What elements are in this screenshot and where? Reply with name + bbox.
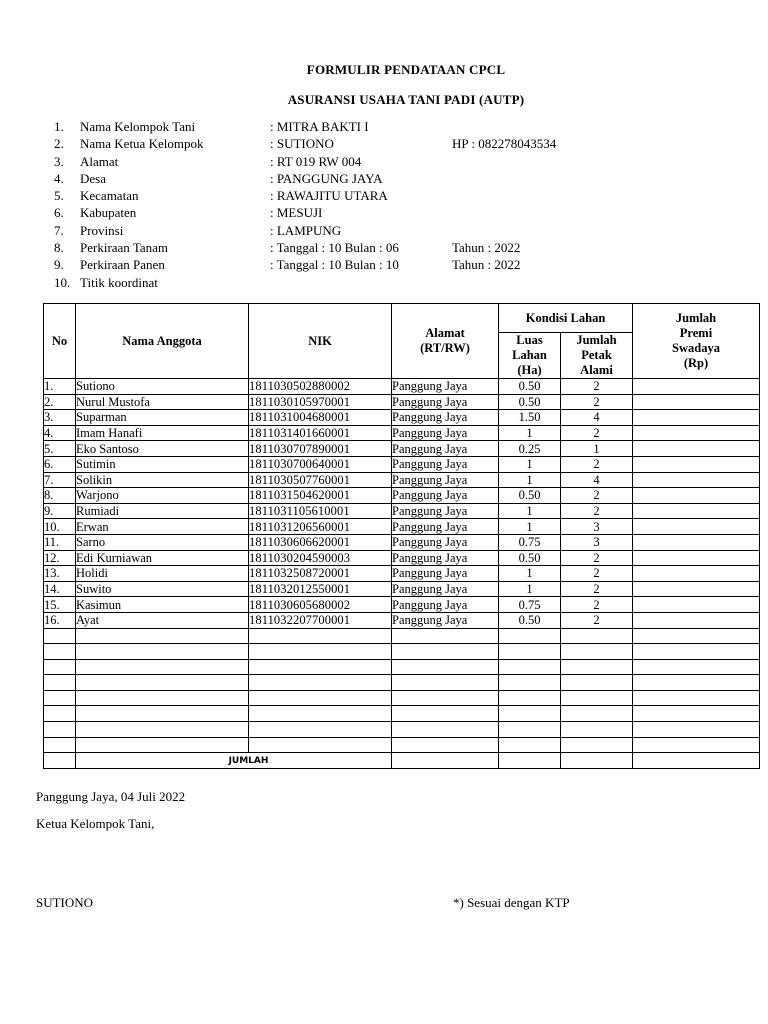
cell-nik: 1811030605680002: [249, 597, 392, 613]
cell-luas: 1: [499, 425, 561, 441]
cell-no: 9.: [44, 503, 76, 519]
info-extra: Tahun : 2022: [452, 240, 521, 256]
cell-petak: 2: [561, 550, 633, 566]
info-label: Kabupaten: [80, 205, 137, 221]
header-alamat-line1: Alamat: [425, 326, 465, 340]
total-petak-cell: [561, 753, 633, 769]
cell-petak: [561, 722, 633, 738]
table-row: [44, 659, 760, 675]
cell-no: 15.: [44, 597, 76, 613]
header-petak-line3: Alami: [580, 363, 613, 377]
form-title: FORMULIR PENDATAAN CPCL: [306, 62, 506, 77]
header-premi-line3: Swadaya: [672, 341, 720, 355]
table-row: [44, 628, 760, 644]
cell-nik: [249, 644, 392, 660]
cell-no: 2.: [44, 394, 76, 410]
cell-petak: [561, 706, 633, 722]
cell-petak: [561, 659, 633, 675]
cell-premi: [633, 472, 760, 488]
ktp-note: *) Sesuai dengan KTP: [453, 895, 570, 910]
cell-premi: [633, 410, 760, 426]
cell-nik: 1811030606620001: [249, 534, 392, 550]
table-total-row: [44, 753, 760, 769]
total-label: JUMLAH: [76, 753, 392, 769]
total-alamat-cell: [392, 753, 499, 769]
table-row: [44, 410, 760, 426]
info-number: 8.: [54, 240, 64, 256]
cell-nik: [249, 675, 392, 691]
cell-alamat: Panggung Jaya: [392, 612, 499, 628]
cell-luas: 1: [499, 566, 561, 582]
cell-nama: Suwito: [76, 581, 249, 597]
info-number: 4.: [54, 170, 64, 186]
table-row: [44, 425, 760, 441]
cell-nama: [76, 690, 249, 706]
cell-petak: 2: [561, 394, 633, 410]
cell-alamat: [392, 628, 499, 644]
cell-no: 13.: [44, 566, 76, 582]
header-alamat-line2: (RT/RW): [420, 341, 470, 355]
cell-nik: 1811031206560001: [249, 519, 392, 535]
cell-luas: [499, 690, 561, 706]
cell-nik: 1811030707890001: [249, 441, 392, 457]
cell-premi: [633, 456, 760, 472]
cell-alamat: Panggung Jaya: [392, 379, 499, 395]
cell-no: 16.: [44, 612, 76, 628]
signatory-role: Ketua Kelompok Tani,: [36, 816, 155, 831]
cell-luas: [499, 706, 561, 722]
header-petak-line1: Jumlah: [576, 333, 617, 347]
table-row: [44, 597, 760, 613]
cell-premi: [633, 550, 760, 566]
cell-premi: [633, 441, 760, 457]
cell-nama: [76, 628, 249, 644]
table-row: [44, 456, 760, 472]
cell-no: [44, 722, 76, 738]
table-row: [44, 379, 760, 395]
cell-nama: Solikin: [76, 472, 249, 488]
cell-alamat: [392, 675, 499, 691]
table-row: [44, 550, 760, 566]
cell-alamat: Panggung Jaya: [392, 425, 499, 441]
cell-nama: Sarno: [76, 534, 249, 550]
cell-alamat: Panggung Jaya: [392, 441, 499, 457]
cell-luas: 0.25: [499, 441, 561, 457]
cell-nama: Suparman: [76, 410, 249, 426]
cell-nik: 1811030502880002: [249, 379, 392, 395]
header-nik: NIK: [249, 304, 392, 379]
cell-nama: Imam Hanafi: [76, 425, 249, 441]
cell-premi: [633, 722, 760, 738]
cell-luas: 0.50: [499, 394, 561, 410]
cell-luas: [499, 644, 561, 660]
cell-petak: 2: [561, 379, 633, 395]
info-number: 9.: [54, 257, 64, 273]
cell-no: [44, 706, 76, 722]
cell-luas: 0.50: [499, 379, 561, 395]
total-premi-cell: [633, 753, 760, 769]
cell-luas: 0.75: [499, 597, 561, 613]
cell-premi: [633, 534, 760, 550]
cell-alamat: Panggung Jaya: [392, 472, 499, 488]
cell-petak: [561, 737, 633, 753]
cell-premi: [633, 379, 760, 395]
cell-luas: 1: [499, 581, 561, 597]
cell-luas: [499, 659, 561, 675]
cell-alamat: [392, 659, 499, 675]
header-premi: [633, 304, 760, 379]
cell-luas: 1.50: [499, 410, 561, 426]
cell-alamat: Panggung Jaya: [392, 519, 499, 535]
cell-nik: 1811032508720001: [249, 566, 392, 582]
cell-nik: [249, 659, 392, 675]
cell-luas: 1: [499, 519, 561, 535]
table-row: [44, 612, 760, 628]
info-number: 10.: [54, 274, 71, 290]
info-number: 7.: [54, 222, 64, 238]
header-petak-line2: Petak: [581, 348, 612, 362]
header-luas-line2: Lahan: [512, 348, 547, 362]
cell-alamat: Panggung Jaya: [392, 488, 499, 504]
info-value: : RT 019 RW 004: [270, 153, 362, 169]
cell-luas: 1: [499, 472, 561, 488]
cell-petak: 2: [561, 612, 633, 628]
info-extra: HP : 082278043534: [452, 136, 557, 152]
cell-luas: 0.50: [499, 612, 561, 628]
info-label: Kecamatan: [80, 188, 139, 204]
cell-premi: [633, 597, 760, 613]
cell-premi: [633, 566, 760, 582]
cell-premi: [633, 519, 760, 535]
header-luas-line1: Luas: [516, 333, 543, 347]
table-row: [44, 519, 760, 535]
cell-no: 11.: [44, 534, 76, 550]
cell-nama: [76, 706, 249, 722]
table-row: [44, 488, 760, 504]
cell-no: 6.: [44, 456, 76, 472]
info-value: : PANGGUNG JAYA: [270, 170, 383, 186]
cell-premi: [633, 488, 760, 504]
cell-petak: 1: [561, 441, 633, 457]
cell-no: 4.: [44, 425, 76, 441]
cell-alamat: Panggung Jaya: [392, 597, 499, 613]
info-value: : Tanggal : 10 Bulan : 06: [270, 240, 399, 256]
cell-premi: [633, 425, 760, 441]
cell-nik: 1811032012550001: [249, 581, 392, 597]
cell-premi: [633, 690, 760, 706]
cell-premi: [633, 628, 760, 644]
info-label: Perkiraan Tanam: [80, 240, 169, 256]
place-date: Panggung Jaya, 04 Juli 2022: [36, 789, 186, 804]
cell-nama: [76, 659, 249, 675]
cell-nik: 1811032207700001: [249, 612, 392, 628]
cell-petak: [561, 644, 633, 660]
cell-petak: 2: [561, 581, 633, 597]
cell-alamat: Panggung Jaya: [392, 503, 499, 519]
info-label: Perkiraan Panen: [80, 257, 165, 273]
table-body: [44, 379, 760, 769]
cell-petak: 3: [561, 534, 633, 550]
header-premi-line4: (Rp): [683, 356, 709, 370]
cell-nik: 1811031504620001: [249, 488, 392, 504]
cell-nik: [249, 706, 392, 722]
cell-no: 12.: [44, 550, 76, 566]
cell-no: [44, 659, 76, 675]
table-row: [44, 722, 760, 738]
cell-luas: 1: [499, 456, 561, 472]
info-label: Provinsi: [80, 222, 124, 238]
header-luas: [499, 333, 561, 379]
cell-nik: [249, 690, 392, 706]
cell-alamat: [392, 706, 499, 722]
cell-premi: [633, 581, 760, 597]
cell-luas: [499, 628, 561, 644]
cell-petak: 4: [561, 472, 633, 488]
cell-petak: [561, 690, 633, 706]
total-luas-cell: [499, 753, 561, 769]
info-value: : MESUJI: [270, 205, 323, 221]
info-label: Nama Ketua Kelompok: [80, 136, 204, 152]
table-row: [44, 441, 760, 457]
cell-petak: 2: [561, 597, 633, 613]
info-value: : SUTIONO: [270, 136, 334, 152]
cell-no: [44, 644, 76, 660]
info-label: Alamat: [80, 153, 119, 169]
cell-petak: 2: [561, 503, 633, 519]
cell-premi: [633, 394, 760, 410]
cell-alamat: Panggung Jaya: [392, 394, 499, 410]
cell-premi: [633, 612, 760, 628]
table-row: [44, 675, 760, 691]
cell-luas: 0.75: [499, 534, 561, 550]
cell-nik: 1811031105610001: [249, 503, 392, 519]
header-petak: [561, 333, 633, 379]
member-table: [43, 303, 760, 769]
cell-petak: 2: [561, 488, 633, 504]
cell-nama: [76, 737, 249, 753]
cell-premi: [633, 503, 760, 519]
table-header-row: [44, 304, 760, 333]
cell-alamat: Panggung Jaya: [392, 410, 499, 426]
cell-nama: Erwan: [76, 519, 249, 535]
cell-petak: 4: [561, 410, 633, 426]
cell-luas: 0.50: [499, 488, 561, 504]
table-row: [44, 737, 760, 753]
cell-no: 10.: [44, 519, 76, 535]
cell-alamat: [392, 644, 499, 660]
cell-no: 1.: [44, 379, 76, 395]
header-luas-line3: (Ha): [517, 363, 542, 377]
cell-no: 5.: [44, 441, 76, 457]
cell-nama: Nurul Mustofa: [76, 394, 249, 410]
info-number: 3.: [54, 153, 64, 169]
info-number: 5.: [54, 188, 64, 204]
cell-nik: 1811030700640001: [249, 456, 392, 472]
cell-nama: Edi Kurniawan: [76, 550, 249, 566]
cell-alamat: [392, 690, 499, 706]
cell-nik: 1811031401660001: [249, 425, 392, 441]
info-number: 6.: [54, 205, 64, 221]
cell-nama: Kasimun: [76, 597, 249, 613]
table-row: [44, 472, 760, 488]
cell-alamat: Panggung Jaya: [392, 550, 499, 566]
cell-alamat: Panggung Jaya: [392, 566, 499, 582]
cell-petak: [561, 675, 633, 691]
cell-no: [44, 690, 76, 706]
table-row: [44, 644, 760, 660]
cell-nama: Holidi: [76, 566, 249, 582]
cell-alamat: [392, 737, 499, 753]
header-premi-line2: Premi: [679, 326, 713, 340]
cell-luas: [499, 675, 561, 691]
cell-petak: 3: [561, 519, 633, 535]
cell-luas: 0.50: [499, 550, 561, 566]
cell-luas: [499, 737, 561, 753]
cell-nik: [249, 722, 392, 738]
cell-premi: [633, 644, 760, 660]
cell-no: 3.: [44, 410, 76, 426]
cell-no: 8.: [44, 488, 76, 504]
cell-petak: 2: [561, 566, 633, 582]
signatory-name: SUTIONO: [36, 895, 94, 910]
cell-no: 14.: [44, 581, 76, 597]
info-number: 2.: [54, 136, 64, 152]
total-no-cell: [44, 753, 76, 769]
info-value: : Tanggal : 10 Bulan : 10: [270, 257, 399, 273]
cell-petak: 2: [561, 425, 633, 441]
info-label: Nama Kelompok Tani: [80, 119, 196, 134]
cell-petak: 2: [561, 456, 633, 472]
cell-no: [44, 628, 76, 644]
cell-nama: [76, 722, 249, 738]
form-subtitle: ASURANSI USAHA TANI PADI (AUTP): [287, 92, 525, 107]
cell-nik: 1811030105970001: [249, 394, 392, 410]
cell-luas: [499, 722, 561, 738]
cell-premi: [633, 659, 760, 675]
info-label: Titik koordinat: [80, 274, 158, 290]
cell-alamat: Panggung Jaya: [392, 534, 499, 550]
table-row: [44, 690, 760, 706]
table-row: [44, 566, 760, 582]
cell-alamat: [392, 722, 499, 738]
cell-nama: Warjono: [76, 488, 249, 504]
cell-nama: [76, 644, 249, 660]
table-row: [44, 534, 760, 550]
cell-nama: Rumiadi: [76, 503, 249, 519]
info-value: : RAWAJITU UTARA: [270, 188, 388, 204]
table-row: [44, 581, 760, 597]
cell-nama: [76, 675, 249, 691]
cell-premi: [633, 706, 760, 722]
cell-nik: [249, 737, 392, 753]
cell-no: 7.: [44, 472, 76, 488]
cell-nama: Eko Santoso: [76, 441, 249, 457]
table-row: [44, 394, 760, 410]
info-value: : MITRA BAKTI I: [270, 119, 369, 134]
cell-nik: 1811030507760001: [249, 472, 392, 488]
cell-nik: 1811031004680001: [249, 410, 392, 426]
cell-nik: 1811030204590003: [249, 550, 392, 566]
info-number: 1.: [54, 119, 64, 134]
cell-nama: Sutiono: [76, 379, 249, 395]
info-value: : LAMPUNG: [270, 222, 342, 238]
cell-alamat: Panggung Jaya: [392, 581, 499, 597]
table-row: [44, 503, 760, 519]
cell-nik: [249, 628, 392, 644]
info-extra: Tahun : 2022: [452, 257, 521, 273]
cell-premi: [633, 737, 760, 753]
cell-premi: [633, 675, 760, 691]
table-row: [44, 706, 760, 722]
cell-nama: Ayat: [76, 612, 249, 628]
header-no: No: [44, 304, 76, 379]
cell-luas: 1: [499, 503, 561, 519]
header-nama: Nama Anggota: [76, 304, 249, 379]
header-kondisi-lahan: Kondisi Lahan: [499, 304, 633, 333]
header-premi-line1: Jumlah: [675, 311, 717, 325]
header-alamat: [392, 304, 499, 379]
cell-no: [44, 675, 76, 691]
info-label: Desa: [80, 170, 106, 186]
cell-petak: [561, 628, 633, 644]
cell-no: [44, 737, 76, 753]
cell-nama: Sutimin: [76, 456, 249, 472]
cell-alamat: Panggung Jaya: [392, 456, 499, 472]
